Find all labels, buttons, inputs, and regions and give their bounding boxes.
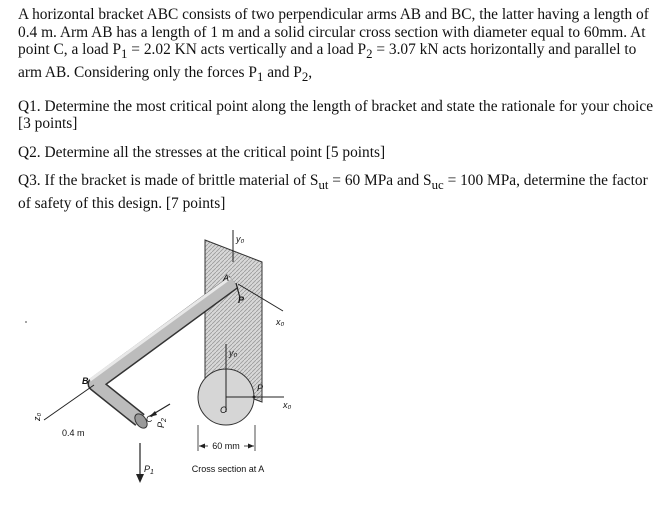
label-length: 0.4 m <box>62 428 85 438</box>
cs-label-p: P <box>257 383 264 393</box>
label-x0: x₀ <box>276 317 285 327</box>
cs-dim-label: 60 mm <box>212 441 240 451</box>
cs-caption: Cross section at A <box>191 464 265 474</box>
load-p1-arrow <box>136 443 144 483</box>
label-z0: z₀ <box>32 412 42 421</box>
label-c: C <box>146 414 153 424</box>
label-p1: $P_1$ <box>144 464 154 476</box>
question-1: Q1. Determine the most critical point along the length of bracket and state the rationale for your choice [3 points] <box>18 97 654 133</box>
cs-point-p <box>253 396 256 399</box>
label-a: A <box>223 273 230 283</box>
z0-axis <box>44 385 94 420</box>
question-2: Q2. Determine all the stresses at the critical point [5 points] <box>18 143 386 161</box>
cs-dim-arrow-left <box>199 444 205 449</box>
cs-dim-arrow-right <box>248 444 254 449</box>
cs-label-x0: x₀ <box>283 400 292 410</box>
cs-label-o: O <box>220 405 228 415</box>
label-y0-top: y₀ <box>236 234 245 244</box>
cs-label-y0: y₀ <box>229 348 238 358</box>
label-p2: $P_2$ <box>156 418 168 428</box>
label-p: P <box>238 295 245 305</box>
problem-intro: A horizontal bracket ABC consists of two perpendicular arms AB and BC, the latter having a length of 0.4 m. Arm AB has a length of 1 m and a solid circular cross section with diameter equal to 60mm. At point C, a load $P_1 = 2.02$ KN acts vertically and a load $P_2 = 3.07$ kN acts horizontally and parallel to arm AB. Considering only the forces $P_1$ and $P_2$, <box>18 6 649 84</box>
question-3: Q3. If the bracket is made of brittle material of $S_{ut} = 60$ MPa and $S_{uc} = 100$ MPa, determine the factor of safety of this design. [7 points] <box>18 172 648 212</box>
label-b: B <box>82 376 89 386</box>
stray-dot <box>25 321 27 323</box>
